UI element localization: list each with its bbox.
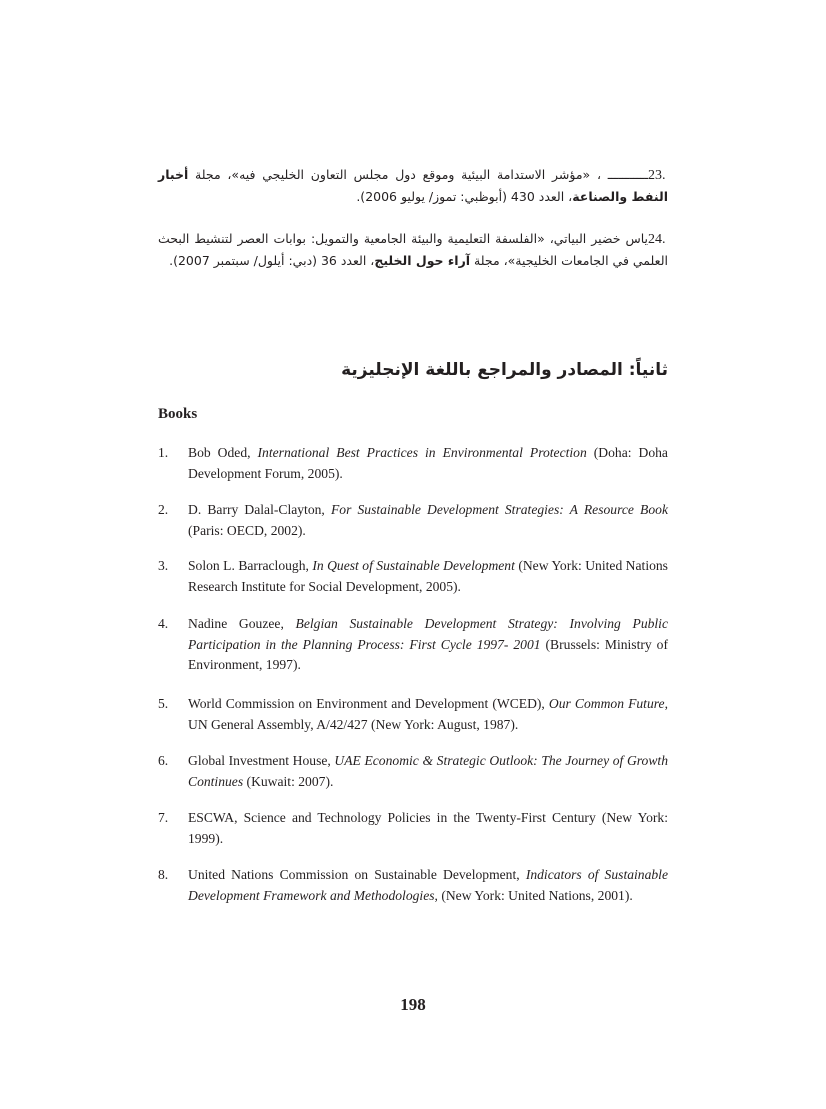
reference-number: 7. xyxy=(158,810,169,825)
reference-text: Global Investment House, xyxy=(188,753,335,768)
arabic-reference-item xyxy=(158,229,668,271)
reference-body xyxy=(188,751,668,792)
reference-text: , (New York: United Nations, 2001). xyxy=(434,887,633,903)
section-heading: ثانياً: المصادر والمراجع باللغة الإنجليزية xyxy=(341,360,668,380)
reference-text: (Doha: Doha Development Forum, 2005). xyxy=(188,445,668,481)
reference-title: International Best Practices in Environmental Protection xyxy=(257,445,587,460)
book-reference-item xyxy=(158,500,668,541)
reference-text: D. Barry Dalal-Clayton, xyxy=(188,502,331,517)
arabic-reference-item xyxy=(158,165,668,207)
reference-body xyxy=(188,865,668,906)
reference-body xyxy=(188,694,668,735)
reference-body xyxy=(188,556,668,597)
reference-body xyxy=(158,231,668,268)
reference-text: ، العدد 430 (أبوظبي: تموز/ يوليو 2006). xyxy=(356,188,573,204)
reference-body xyxy=(158,167,668,204)
reference-title: For Sustainable Development Strategies: A Resource Book xyxy=(330,502,668,517)
reference-text: World Commission on Environment and Development (WCED), xyxy=(188,696,549,711)
reference-title: أخبار النفط والصناعة xyxy=(158,167,668,204)
reference-body xyxy=(188,443,668,484)
reference-number: 2. xyxy=(158,502,169,517)
page-number: 198 xyxy=(400,995,426,1014)
reference-title: Belgian Sustainable Development Strategy: Involving Public Participation in the Planning Process: First Cycle 1997- 2001 xyxy=(188,616,668,652)
book-reference-item xyxy=(158,443,668,484)
book-reference-item xyxy=(158,865,668,906)
reference-text: ـــــــــــ ، «مؤشر الاستدامة البيئية وموقع دول مجلس التعاون الخليجي فيه»، مجلة xyxy=(188,167,648,182)
reference-number: 23. xyxy=(648,168,666,183)
reference-number: 4. xyxy=(158,616,169,631)
reference-text: ، العدد 36 (دبي: أيلول/ سبتمبر 2007). xyxy=(169,252,375,268)
reference-title: In Quest of Sustainable Development xyxy=(312,558,515,573)
book-reference-item xyxy=(158,808,668,849)
book-reference-item xyxy=(158,694,668,735)
books-heading: Books xyxy=(158,406,198,422)
reference-number: 5. xyxy=(158,696,169,711)
reference-text: (Brussels: Ministry of Environment, 1997). xyxy=(188,636,668,672)
reference-number: 24. xyxy=(648,232,666,247)
reference-number: 1. xyxy=(158,445,169,460)
reference-title: UAE Economic & Strategic Outlook: The Journey of Growth Continues xyxy=(188,753,668,789)
reference-text: United Nations Commission on Sustainable Development, xyxy=(188,867,526,882)
reference-number: 3. xyxy=(158,558,169,573)
reference-number: 8. xyxy=(158,867,169,882)
reference-title: Our Common Future xyxy=(548,696,665,711)
reference-text: (Kuwait: 2007). xyxy=(243,773,334,789)
reference-text: (New York: United Nations Research Institute for Social Development, 2005). xyxy=(188,558,668,594)
reference-text: ياس خضير البياتي، «الفلسفة التعليمية والبيئة الجامعية والتمويل: بوابات العصر لتنشيط البحث العلمي في الجامعات الخليجية»، مجلة xyxy=(158,231,668,268)
reference-title: آراء حول الخليج xyxy=(374,252,471,268)
book-reference-item xyxy=(158,751,668,792)
reference-text: , UN General Assembly, A/42/427 (New York: August, 1987). xyxy=(188,696,668,732)
reference-title: Indicators of Sustainable Development Framework and Methodologies xyxy=(188,867,668,903)
reference-text: ESCWA, Science and Technology Policies in the Twenty-First Century (New York: 1999). xyxy=(188,810,668,846)
reference-body xyxy=(188,808,668,849)
reference-text: Nadine Gouzee, xyxy=(188,616,296,631)
book-reference-item xyxy=(158,614,668,676)
reference-text: (Paris: OECD, 2002). xyxy=(188,522,306,538)
reference-number: 6. xyxy=(158,753,169,768)
reference-text: Solon L. Barraclough, xyxy=(188,558,313,573)
book-reference-item xyxy=(158,556,668,597)
reference-body xyxy=(188,500,668,541)
reference-body xyxy=(188,614,668,676)
reference-text: Bob Oded, xyxy=(188,445,258,460)
